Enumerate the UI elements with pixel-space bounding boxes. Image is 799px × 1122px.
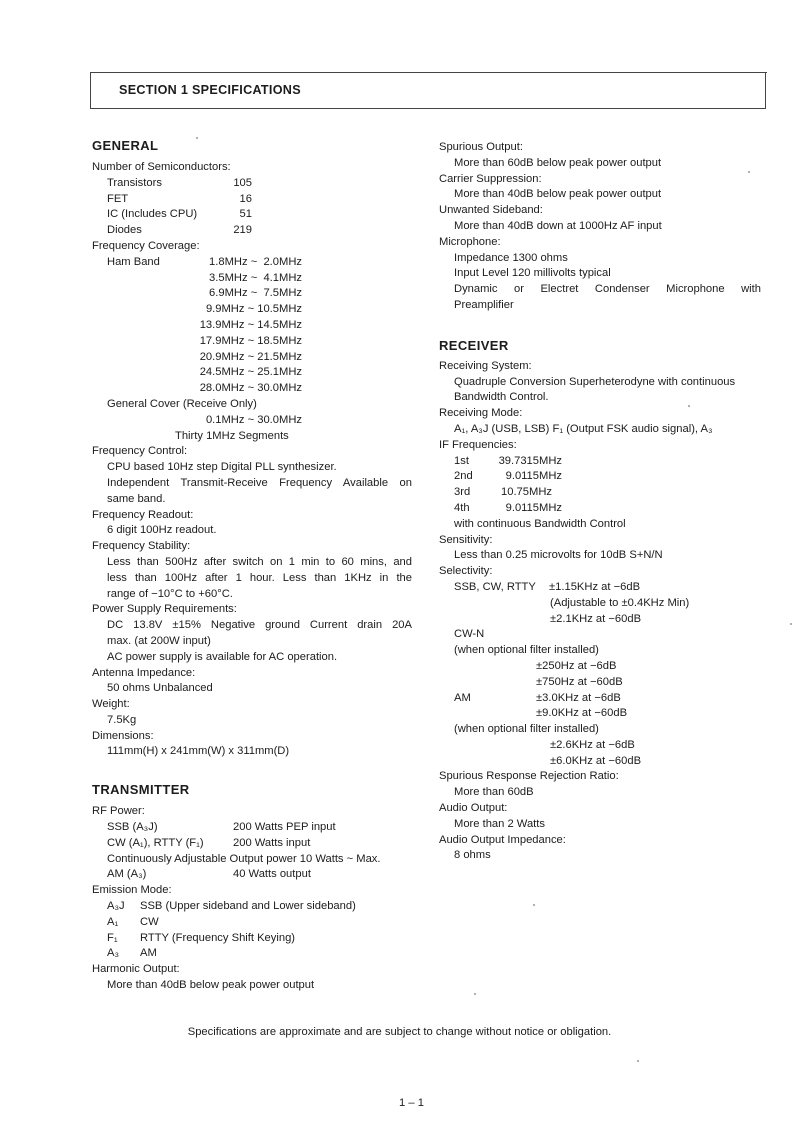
selectivity-row: SSB, CW, RTTY ±1.15KHz at −6dB <box>454 580 641 593</box>
selectivity-label: Selectivity: <box>439 565 493 578</box>
semiconductors-label: Number of Semiconductors: <box>92 161 231 173</box>
antenna-value: 50 ohms Unbalanced <box>107 682 213 695</box>
emission-row: F₁ RTTY (Frequency Shift Keying) <box>107 931 296 944</box>
scan-speck <box>474 993 476 995</box>
spurious-resp-label: Spurious Response Rejection Ratio: <box>439 770 619 783</box>
mic-label: Microphone: <box>439 235 501 248</box>
system-line: Quadruple Conversion Superheterodyne with continuous <box>454 375 736 388</box>
scan-speck <box>748 171 750 173</box>
freq-control-label: Frequency Control: <box>92 445 188 458</box>
mode-label: Receiving Mode: <box>439 407 523 420</box>
carrier-label: Carrier Suppression: <box>439 172 542 185</box>
selectivity-line: ±2.6KHz at −6dB <box>550 738 635 751</box>
selectivity-line: ±750Hz at −60dB <box>536 675 623 688</box>
sensitivity-label: Sensitivity: <box>439 533 493 546</box>
readout-value: 6 digit 100Hz readout. <box>107 524 217 537</box>
general-cover-range: 0.1MHz ~ 30.0MHz <box>205 413 302 426</box>
harmonic-label: Harmonic Output: <box>92 963 180 976</box>
mode-value: A₁, A₃J (USB, LSB) F₁ (Output FSK audio signal), A₃ <box>454 422 713 435</box>
unwanted-label: Unwanted Sideband: <box>439 204 543 217</box>
spurious-value: More than 60dB below peak power output <box>454 156 662 169</box>
footer-note: Specifications are approximate and are subject to change without notice or obligation. <box>187 1026 612 1038</box>
general-cover-segments: Thirty 1MHz Segments <box>175 429 289 442</box>
sensitivity-value: Less than 0.25 microvolts for 10dB S+N/N <box>454 549 663 562</box>
section-title: SECTION 1 SPECIFICATIONS <box>119 83 301 97</box>
selectivity-note: (when optional filter installed) <box>454 644 599 657</box>
ham-band-row: 9.9MHz ~ 10.5MHz <box>205 303 302 316</box>
receiver-heading: RECEIVER <box>439 337 509 353</box>
general-cover-label: General Cover (Receive Only) <box>107 397 257 410</box>
mic-line: Preamplifier <box>454 298 514 311</box>
semiconductor-row: Diodes 219 <box>107 224 252 237</box>
selectivity-line: ±9.0KHz at −60dB <box>536 707 628 720</box>
transmitter-heading: TRANSMITTER <box>92 782 190 798</box>
if-label: IF Frequencies: <box>439 438 517 451</box>
carrier-value: More than 40dB below peak power output <box>454 188 662 201</box>
stability-label: Frequency Stability: <box>92 540 191 553</box>
freq-control-line: same band. <box>107 492 166 505</box>
selectivity-line: ±6.0KHz at −60dB <box>550 754 642 767</box>
emission-row: A₃J SSB (Upper sideband and Lower sideband) <box>107 900 356 913</box>
audio-out-label: Audio Output: <box>439 802 508 815</box>
power-line: AC power supply is available for AC operation. <box>107 650 338 663</box>
ham-band-row: 6.9MHz ~ 7.5MHz <box>209 287 302 300</box>
readout-label: Frequency Readout: <box>92 508 194 521</box>
power-line: max. (at 200W input) <box>107 634 211 647</box>
scan-speck <box>688 405 690 407</box>
dimensions-label: Dimensions: <box>92 729 154 742</box>
ham-band-row: 24.5MHz ~ 25.1MHz <box>199 366 302 379</box>
selectivity-line: (Adjustable to ±0.4KHz Min) <box>550 596 690 609</box>
semiconductor-row: Transistors 105 <box>107 176 252 189</box>
stability-line: less than 100Hz after 1 hour. Less than 1KHz in the <box>107 571 412 584</box>
rf-continuous: Continuously Adjustable Output power 10 Watts ~ Max. <box>107 852 381 865</box>
spurious-resp-value: More than 60dB <box>454 786 534 799</box>
scan-speck <box>637 1060 639 1062</box>
ham-band-row: 13.9MHz ~ 14.5MHz <box>199 318 302 331</box>
power-line: DC 13.8V ±15% Negative ground Current drain 20A <box>107 619 412 632</box>
power-label: Power Supply Requirements: <box>92 603 237 616</box>
dimensions-value: 111mm(H) x 241mm(W) x 311mm(D) <box>107 745 290 758</box>
weight-label: Weight: <box>92 698 130 711</box>
emission-row: A₁ CW <box>107 915 159 928</box>
audio-imp-label: Audio Output Impedance: <box>439 833 566 846</box>
rf-power-row: SSB (A₃J) 200 Watts PEP input <box>107 821 336 834</box>
scan-speck <box>196 137 198 139</box>
ham-band-row: 3.5MHz ~ 4.1MHz <box>209 271 302 284</box>
if-note: with continuous Bandwidth Control <box>454 517 626 530</box>
audio-imp-value: 8 ohms <box>454 849 491 862</box>
ham-band-row: Ham Band 1.8MHz ~ 2.0MHz <box>107 255 302 268</box>
general-heading: GENERAL <box>92 138 159 153</box>
left-column <box>92 138 412 994</box>
emission-label: Emission Mode: <box>92 884 172 897</box>
mic-line: Dynamic or Electret Condenser Microphone with <box>454 283 761 296</box>
right-column <box>439 140 761 864</box>
if-row: 4th 9.0115MHz <box>454 501 562 514</box>
freq-control-line: Independent Transmit-Receive Frequency Available on <box>107 476 412 489</box>
page-number: 1 – 1 <box>399 1097 424 1109</box>
emission-row: A₃ AM <box>107 947 157 960</box>
scan-speck <box>533 904 535 906</box>
audio-out-value: More than 2 Watts <box>454 817 545 830</box>
system-line: Bandwidth Control. <box>454 391 549 404</box>
section-header-box <box>90 72 766 109</box>
selectivity-row: AM ±3.0KHz at −6dB <box>454 691 621 704</box>
selectivity-line: ±2.1KHz at −60dB <box>550 612 642 625</box>
harmonic-value: More than 40dB below peak power output <box>107 979 315 992</box>
freq-coverage-label: Frequency Coverage: <box>92 239 200 252</box>
scan-speck <box>790 623 792 625</box>
antenna-label: Antenna Impedance: <box>92 666 196 679</box>
semiconductor-row: FET 16 <box>107 192 252 205</box>
rf-power-label: RF Power: <box>92 805 145 818</box>
weight-value: 7.5Kg <box>107 713 137 726</box>
selectivity-line: ±250Hz at −6dB <box>536 659 617 672</box>
ham-band-row: 20.9MHz ~ 21.5MHz <box>199 350 302 363</box>
rf-power-row: CW (A₁), RTTY (F₁) 200 Watts input <box>107 836 311 849</box>
selectivity-mode: CW-N <box>454 628 485 641</box>
stability-line: range of −10°C to +60°C. <box>107 587 233 600</box>
unwanted-value: More than 40dB down at 1000Hz AF input <box>454 219 662 232</box>
spurious-label: Spurious Output: <box>439 141 523 153</box>
selectivity-note: (when optional filter installed) <box>454 723 599 736</box>
semiconductor-row: IC (Includes CPU) 51 <box>107 208 252 221</box>
if-row: 1st 39.7315MHz <box>454 454 562 467</box>
stability-line: Less than 500Hz after switch on 1 min to 60 mins, and <box>107 555 412 568</box>
ham-band-row: 28.0MHz ~ 30.0MHz <box>199 382 302 395</box>
freq-control-line: CPU based 10Hz step Digital PLL synthesizer. <box>107 461 337 474</box>
if-row: 2nd 9.0115MHz <box>454 470 562 483</box>
rf-power-row: AM (A₃) 40 Watts output <box>107 868 311 881</box>
ham-band-row: 17.9MHz ~ 18.5MHz <box>199 334 302 347</box>
system-label: Receiving System: <box>439 359 532 372</box>
mic-line: Impedance 1300 ohms <box>454 251 568 264</box>
mic-line: Input Level 120 millivolts typical <box>454 267 611 280</box>
if-row: 3rd 10.75MHz <box>454 486 552 499</box>
